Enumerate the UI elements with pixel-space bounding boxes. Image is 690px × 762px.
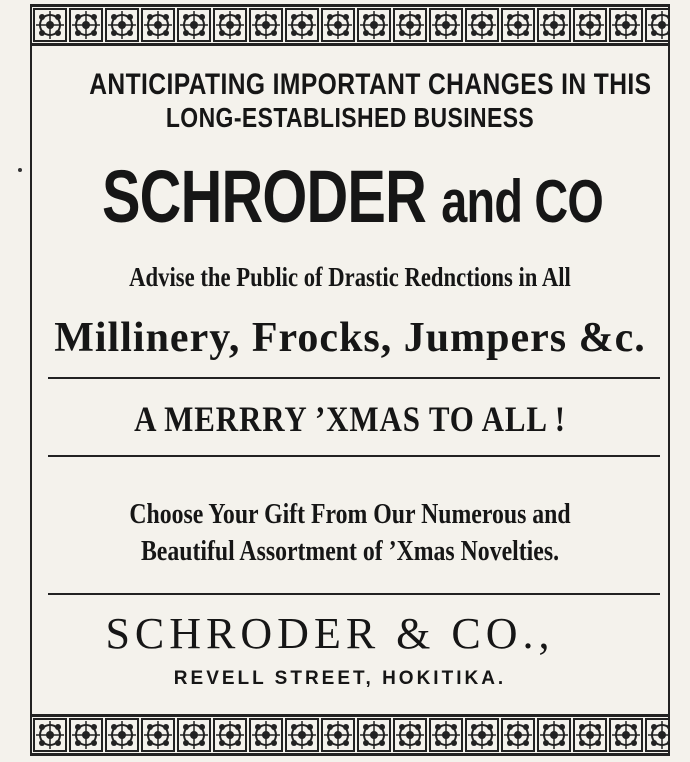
headline-line-1: ANTICIPATING IMPORTANT CHANGES IN THIS: [89, 68, 652, 101]
divider-rule: [48, 593, 660, 595]
gift-line-1: Choose Your Gift From Our Numerous and: [129, 498, 571, 530]
divider-rule: [48, 455, 660, 457]
firm-name-suffix: and CO: [441, 168, 604, 235]
top-ornamental-border: [32, 4, 668, 46]
print-speck: [18, 168, 22, 172]
firm-name-heading: [101, 154, 604, 239]
floral-border-tile-icon: [32, 7, 668, 43]
christmas-greeting: A MERRRY ’XMAS TO ALL !: [134, 399, 566, 439]
goods-line: Millinery, Frocks, Jumpers &c.: [54, 315, 646, 361]
footer-firm-name: SCHRODER & CO.,: [105, 609, 555, 658]
firm-name-main: SCHRODER: [101, 155, 427, 238]
divider-rule: [48, 377, 660, 379]
advertisement: [30, 4, 670, 756]
business-address: REVELL STREET, HOKITIKA.: [173, 668, 507, 689]
bottom-ornamental-border: [32, 714, 668, 756]
headline-line-2: LONG-ESTABLISHED BUSINESS: [165, 102, 535, 133]
floral-border-tile-icon: [32, 717, 668, 753]
gift-line-2: Beautiful Assortment of ’Xmas Novelties.: [140, 535, 560, 567]
advise-line: Advise the Public of Drastic Rednctions in All: [129, 262, 571, 292]
